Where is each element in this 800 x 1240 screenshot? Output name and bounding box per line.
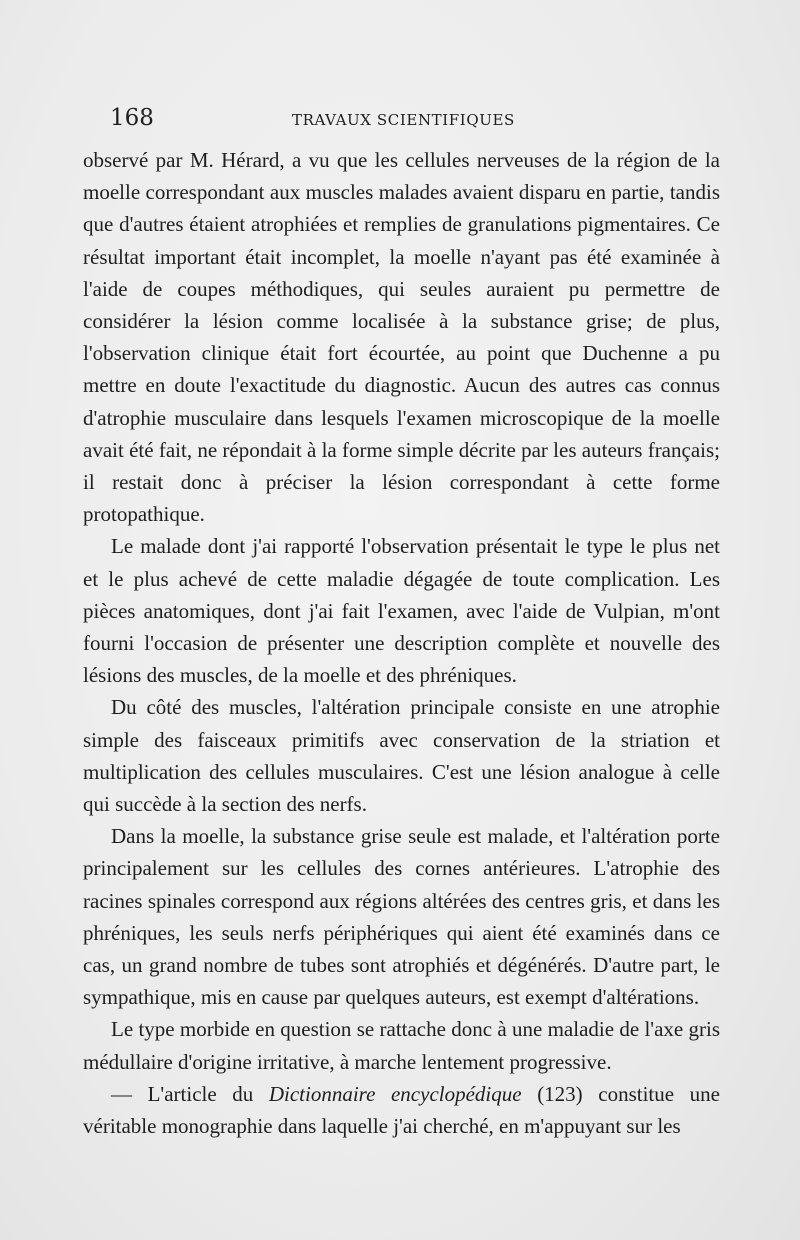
paragraph: observé par M. Hérard, a vu que les cellules nerveuses de la région de la moelle correspondant aux muscles malades avaient disparu en partie, tandis que d'autres étaient atrophiées et remplies de granulations pigmentaires. Ce résultat important était incomplet, la moelle n'ayant pas été examinée à l'aide de coupes méthodiques, qui seules auraient pu permettre de considérer la lésion comme localisée à la substance grise; de plus, l'observation clinique était fort écourtée, au point que Duchenne a pu mettre en doute l'exactitude du diagnostic. Aucun des autres cas connus d'atrophie musculaire dans lesquels l'examen microscopique de la moelle avait été fait, ne répondait à la forme simple décrite par les auteurs français; il restait donc à préciser la lésion correspondant à cette forme protopathique. xyxy=(83,148,720,527)
paragraph xyxy=(83,1078,720,1142)
paragraph: Dans la moelle, la substance grise seule est malade, et l'altération porte principalement sur les cellules des cornes antérieures. L'atrophie des racines spinales correspond aux régions altérées des centres gris, et dans les phréniques, les seuls nerfs périphériques qui aient été examinés dans ce cas, un grand nombre de tubes sont atrophiés et dégénérés. D'autre part, le sympathique, mis en cause par quelques auteurs, est exempt d'altérations. xyxy=(83,824,720,1010)
paragraph: Le malade dont j'ai rapporté l'observation présentait le type le plus net et le plus achevé de cette maladie dégagée de toute complication. Les pièces anatomiques, dont j'ai fait l'examen, avec l'aide de Vulpian, m'ont fourni l'occasion de présenter une description complète et nouvelle des lésions des muscles, de la moelle et des phréniques. xyxy=(83,534,720,688)
body-text xyxy=(83,144,720,1142)
paragraph-text-before: — L'article du xyxy=(111,1081,269,1106)
page-number: 168 xyxy=(110,105,154,131)
paragraph-text-after: (123) constitue une véritable monographie dans laquelle j'ai cherché, en m'appuyant sur les xyxy=(83,1081,720,1139)
running-head xyxy=(110,104,720,134)
paragraph: Le type morbide en question se rattache donc à une maladie de l'axe gris médullaire d'origine irritative, à marche lentement progressive. xyxy=(83,1017,720,1074)
running-title: TRAVAUX SCIENTIFIQUES xyxy=(292,111,515,129)
cited-work-title: Dictionnaire encyclopédique xyxy=(268,1081,522,1106)
paragraph: Du côté des muscles, l'altération principale consiste en une atrophie simple des faisceaux primitifs avec conservation de la striation et multiplication des cellules musculaires. C'est une lésion analogue à celle qui succède à la section des nerfs. xyxy=(83,695,720,817)
